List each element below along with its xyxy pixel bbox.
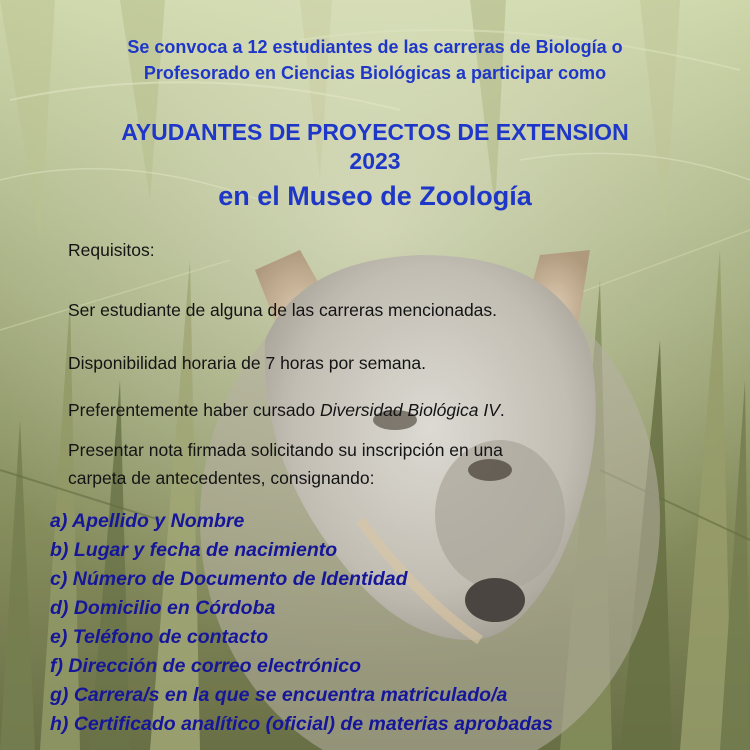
requirement-1: Ser estudiante de alguna de las carreras mencionadas. [68, 300, 498, 320]
list-item: d) Domicilio en Córdoba [50, 597, 276, 619]
items-list [50, 507, 553, 739]
intro-line-2: Profesorado en Ciencias Biológicas a participar como [143, 63, 607, 83]
list-item: g) Carrera/s en la que se encuentra matriculado/a [50, 684, 508, 706]
headline [10, 118, 740, 214]
list-item: e) Teléfono de contacto [50, 626, 269, 648]
requirement-3-course: Diversidad Biológica IV [319, 400, 500, 420]
requirement-3-suffix: . [499, 400, 505, 420]
requirement-4-line-1: Presentar nota firmada solicitando su inscripción en una [68, 440, 503, 460]
list-item: b) Lugar y fecha de nacimiento [50, 539, 338, 561]
headline-place: en el Museo de Zoología [218, 181, 532, 211]
requirements-label: Requisitos: [68, 240, 155, 260]
intro-line-1: Se convoca a 12 estudiantes de las carreras de Biología o [127, 37, 623, 57]
requirement-3-prefix: Preferentemente haber cursado [68, 400, 320, 420]
requirement-2: Disponibilidad horaria de 7 horas por semana. [68, 353, 426, 373]
list-item: h) Certificado analítico (oficial) de materias aprobadas [50, 713, 553, 735]
requirement-4-line-2: carpeta de antecedentes, consignando: [68, 468, 375, 488]
list-item: a) Apellido y Nombre [50, 510, 245, 532]
requirement-3 [68, 400, 505, 421]
headline-year: 2023 [349, 148, 401, 174]
intro-text [20, 34, 730, 86]
list-item: f) Dirección de correo electrónico [50, 655, 362, 677]
headline-title: AYUDANTES DE PROYECTOS DE EXTENSION [121, 119, 629, 145]
list-item: c) Número de Documento de Identidad [50, 568, 408, 590]
